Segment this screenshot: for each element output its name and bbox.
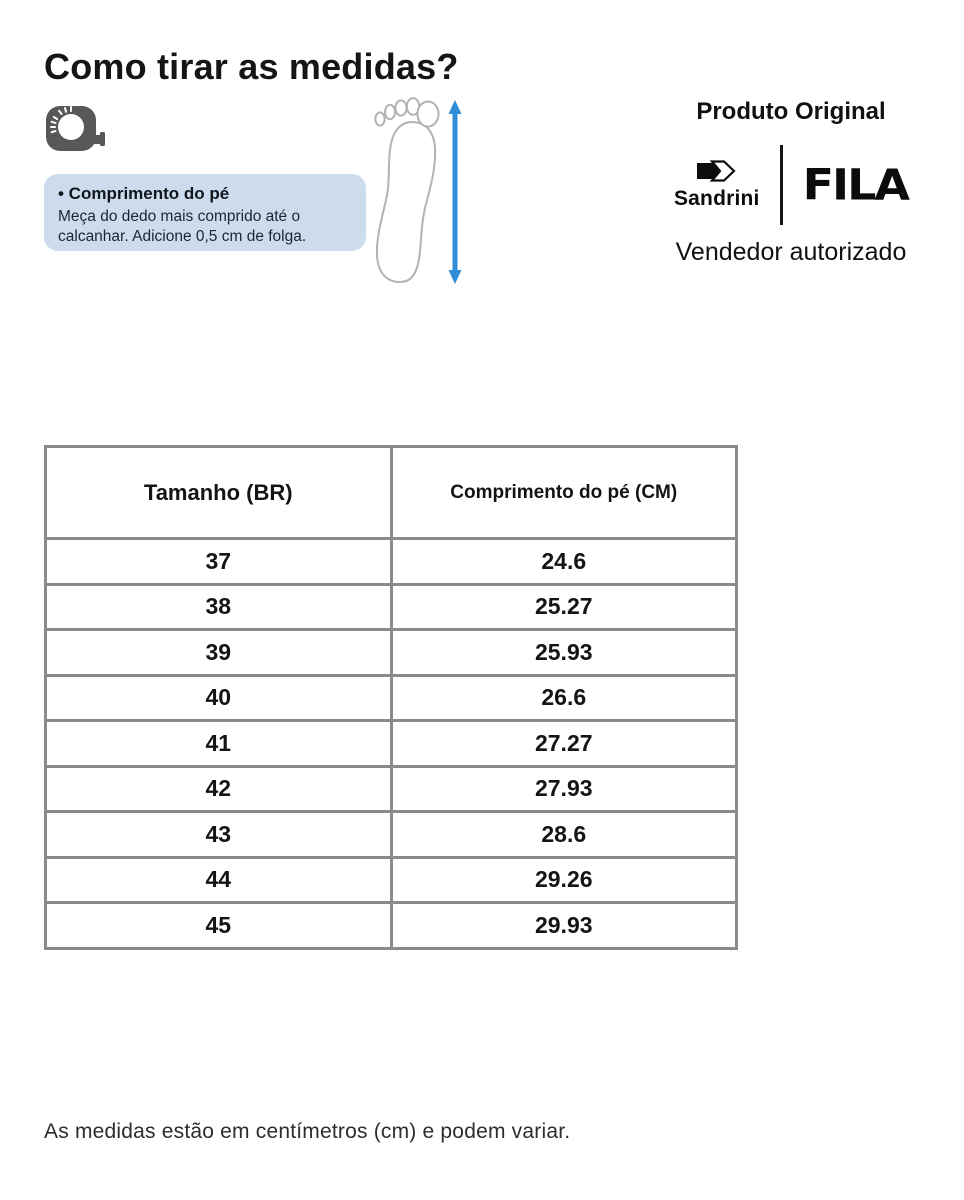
brand-logos-row: [618, 142, 964, 228]
table-cell: 37: [46, 539, 392, 585]
measure-arrow-icon: [449, 100, 462, 284]
table-cell: 42: [46, 766, 392, 812]
table-cell: 40: [46, 675, 392, 721]
table-cell: 28.6: [391, 812, 737, 858]
sandrini-logo-icon: [695, 159, 739, 183]
size-table-header-row: [46, 447, 737, 539]
table-cell: 41: [46, 721, 392, 767]
table-cell: 24.6: [391, 539, 737, 585]
table-row: [46, 584, 737, 630]
table-cell: 43: [46, 812, 392, 858]
table-row: [46, 766, 737, 812]
table-row: [46, 675, 737, 721]
table-cell: 27.27: [391, 721, 737, 767]
table-cell: 25.27: [391, 584, 737, 630]
size-table-body: [46, 539, 737, 949]
page-title: Como tirar as medidas?: [44, 46, 459, 87]
authenticity-block: [618, 98, 964, 267]
table-cell: 27.93: [391, 766, 737, 812]
produto-original-label: Produto Original: [696, 98, 886, 125]
table-cell: 45: [46, 903, 392, 949]
vendedor-autorizado-label: Vendedor autorizado: [675, 238, 907, 266]
table-cell: 29.26: [391, 857, 737, 903]
size-table-head: [46, 447, 737, 539]
table-cell: 25.93: [391, 630, 737, 676]
table-row: [46, 857, 737, 903]
table-row: [46, 721, 737, 767]
instruction-body: Meça do dedo mais comprido até o calcanhar. Adicione 0,5 cm de folga.: [58, 208, 307, 246]
size-table-header-tamanho: Tamanho (BR): [46, 447, 392, 539]
sandrini-brand-text: Sandrini: [673, 187, 760, 210]
table-cell: 38: [46, 584, 392, 630]
table-row: [46, 903, 737, 949]
tape-measure-icon: [42, 102, 108, 160]
table-row: [46, 812, 737, 858]
size-table-header-comprimento: Comprimento do pé (CM): [391, 447, 737, 539]
table-cell: 39: [46, 630, 392, 676]
foot-outline-icon: [362, 96, 466, 288]
instruction-heading: • Comprimento do pé: [58, 184, 230, 203]
measure-instruction-box: [44, 174, 366, 251]
size-table: [44, 445, 738, 950]
table-cell: 29.93: [391, 903, 737, 949]
table-cell: 26.6: [391, 675, 737, 721]
table-row: [46, 630, 737, 676]
table-row: [46, 539, 737, 585]
footer-note: As medidas estão em centímetros (cm) e podem variar.: [44, 1120, 571, 1143]
logo-divider: [780, 145, 783, 225]
table-cell: 44: [46, 857, 392, 903]
fila-logo: FILA: [802, 160, 909, 210]
sandrini-logo: [674, 159, 760, 211]
